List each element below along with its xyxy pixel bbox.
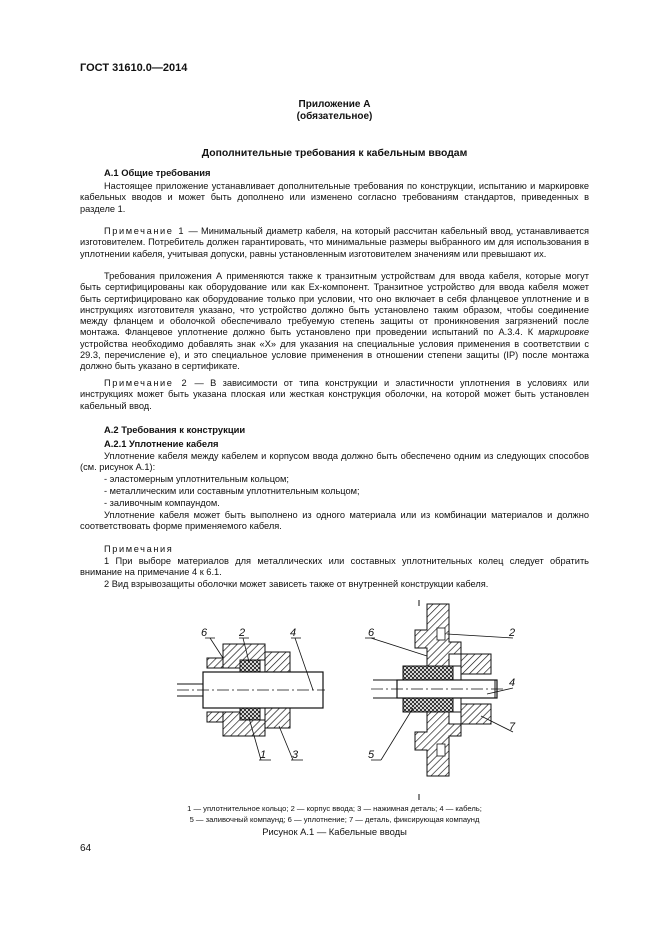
a2-note-2: 2 Вид взрывозащиты оболочки может зависеть также от внутренней конструкции кабеля.: [104, 579, 489, 589]
left-label-2: 2: [239, 627, 246, 639]
figure-legend-line-2: 5 — заливочный компаунд; 6 — уплотнение; 7 — деталь, фиксирующая компаунд: [189, 815, 480, 824]
right-label-6: 6: [368, 627, 375, 639]
right-label-4: 4: [509, 677, 516, 689]
note-2-label: Примечание 2: [104, 378, 189, 388]
note-1-text: Минимальный диаметр кабеля, на который рассчитан кабельный ввод, устанавливается изготовителем. Потребитель должен гарантировать, что минимальные размеры выбранного им для использования в уплотнении кабеля, учитывая допуски, равны установленным изготовителем значениям или превышают их.: [80, 226, 589, 259]
right-label-5: 5: [368, 749, 375, 761]
right-label-7: 7: [509, 721, 516, 733]
appendix-title: Приложение А: [298, 99, 371, 110]
notes-label: Примечания: [104, 544, 174, 554]
left-cable-entry: [177, 638, 325, 760]
a1-note-2: Примечание 2 — В зависимости от типа конструкции и эластичности уплотнения в условиях или инструкциях может быть указана плоская или жесткая конструкция оболочки, на которой может быть установлен кабельный ввод.: [80, 378, 589, 411]
left-label-1: 1: [260, 749, 267, 761]
note-2-text: В зависимости от типа конструкции и эластичности уплотнения в условиях или инструкциях может быть указана плоская или жесткая конструкция оболочки, на которой может быть установлен кабельный ввод.: [80, 378, 589, 411]
figure-title: Рисунок А.1 — Кабельные вводы: [262, 826, 407, 837]
a1-paragraph-2: [80, 271, 589, 373]
right-label-2: 2: [509, 627, 516, 639]
a2-note-1: 1 При выборе материалов для металлических или составных уплотнительных колец следует обратить внимание на примечание 4 к 6.1.: [80, 556, 589, 578]
a2-paragraph-2: Уплотнение кабеля может быть выполнено из одного материала или из комбинации материалов и должно соответствовать форме применяемого кабеля.: [80, 510, 589, 532]
list-item: - эластомерным уплотнительным кольцом;: [104, 474, 289, 484]
appendix-status: (обязательное): [296, 111, 373, 122]
list-item: - металлическим или составным уплотнительным кольцом;: [104, 486, 360, 496]
a1-note-1: Примечание 1 — Минимальный диаметр кабеля, на который рассчитан кабельный ввод, устанавливается изготовителем. Потребитель должен гарантировать, что минимальные размеры выбранного им для использования в уплотнении кабеля, учитывая допуски, равны установленным изготовителем значениям или превышают их.: [80, 226, 589, 259]
document-code: ГОСТ 31610.0—2014: [80, 62, 188, 74]
left-label-3: 3: [292, 749, 299, 761]
figure-legend-line-1: 1 — уплотнительное кольцо; 2 — корпус ввода; 3 — нажимная деталь; 4 — кабель;: [187, 804, 482, 813]
a2-paragraph-1: Уплотнение кабеля между кабелем и корпусом ввода должно быть обеспечено одним из следующих способов (см. рисунок А.1):: [80, 451, 589, 473]
p2-part-b: устройства необходимо добавлять знак «X» для указания на специальные условия применения в соответствии с 29.3, перечисление е), и это специальное условие применения в отношении степени защиты (IP) после монтажа должно быть указано в сертификате.: [80, 338, 589, 372]
section-a2-heading: А.2 Требования к конструкции: [104, 424, 246, 435]
a1-paragraph-1: Настоящее приложение устанавливает дополнительные требования по конструкции, испытанию и маркировке кабельных вводов и может быть дополнено или изменено согласно требованиям стандартов, приведенных в разделе 1.: [80, 181, 589, 214]
left-label-6: 6: [201, 627, 208, 639]
section-a1-heading: А.1 Общие требования: [104, 167, 211, 178]
note-1-label: Примечание 1: [104, 226, 186, 236]
page-number: 64: [80, 843, 92, 854]
p2-part-a: Требования приложения А применяются также к транзитным устройствам для ввода кабеля, которые могут быть сертифицированы как оборудование или как Ex-компонент. Транзитное устройство для ввода кабеля может быть сертифицировано как оборудование только при условии, что оно включает в себя фланцевое уплотнение и в инструкциях изготовителя указано, что устройство должно быть установлено таким образом, чтобы соединение между фланцем и оболочкой обеспечивало требуемую степень защиты от проникновения загрязнений после монтажа. Фланцевое уплотнение должно быть установлено при проведении испытаний по А.3.4. К: [80, 271, 589, 338]
right-cable-entry: [365, 600, 516, 800]
list-item: - заливочным компаундом.: [104, 498, 220, 508]
left-label-4: 4: [290, 627, 297, 639]
p2-italic: маркировке: [538, 327, 589, 338]
section-a21-heading: А.2.1 Уплотнение кабеля: [104, 438, 219, 449]
figure-cable-entries: [175, 600, 525, 800]
main-title: Дополнительные требования к кабельным вводам: [201, 148, 468, 159]
